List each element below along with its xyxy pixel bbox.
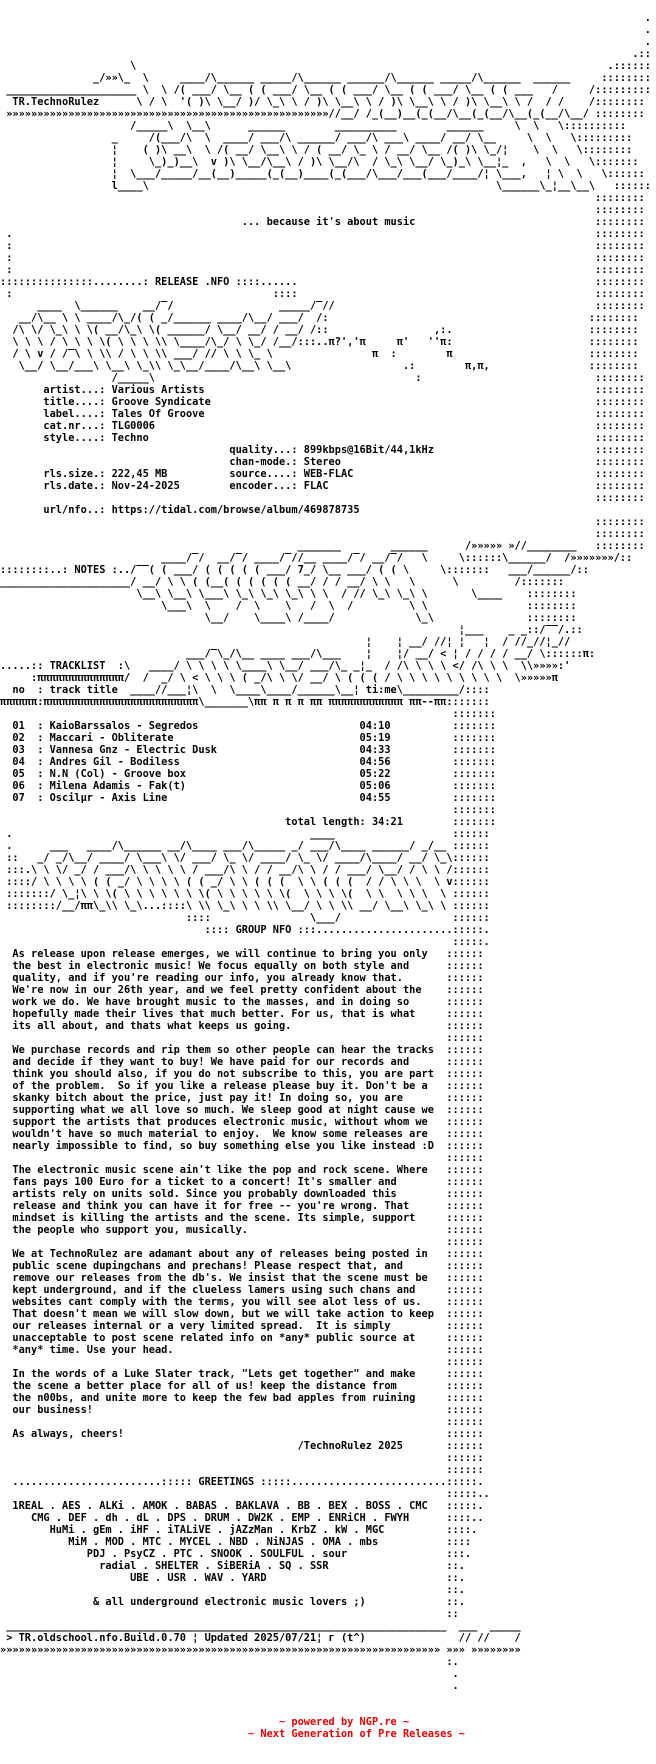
nfo-line: remove our releases from the db's. We insist that the scene must be :::::: <box>0 1272 484 1284</box>
nfo-line: UBE . USR . WAV . YARD ::. <box>0 1572 465 1584</box>
nfo-line: ........................::::: GREETINGS :::::.........................:::::. <box>0 1476 484 1488</box>
nfo-line: supporting what we all love so much. We sleep good at night cause we :::::: <box>0 1104 484 1116</box>
nfo-line: :::::: <box>0 1236 484 1248</box>
nfo-line: :::::::: <box>0 192 645 204</box>
nfo-line: mindset is killing the artists and the scene. Its simple, support :::::: <box>0 1212 484 1224</box>
nfo-line: /TechnoRulez 2025 :::::: <box>0 1440 484 1452</box>
nfo-line: think you should also, if you do not subscribe to this, you are part :::::: <box>0 1068 484 1080</box>
nfo-line: hopefully made their lives that much better. For us, that is what :::::: <box>0 1008 484 1020</box>
nfo-line: wouldn't have so much material to enjoy. We know some releases are :::::: <box>0 1128 484 1140</box>
nfo-line: & all underground electronic music lovers ;) ::. <box>0 1596 465 1608</box>
nfo-line: :::::::::::::::........: RELEASE .NFO ::::...... :::::::: <box>0 276 645 288</box>
nfo-line: :::: GROUP NFO :::......................:::::. <box>0 924 490 936</box>
nfo-line: skanky bitch about the price, just pay it! In doing so, you are :::::: <box>0 1092 484 1104</box>
nfo-line: ____/‾/ __/‾/ ____/‾//__ ____/‾/ __/‾/ \ \::::::\______/ /»»»»»»»/:: <box>0 552 633 564</box>
nfo-line: \__/ \____\ /____/ \_\ :::::::: <box>0 612 577 624</box>
nfo-line: 02 : Maccari - Obliterate 05:19 ::::::: <box>0 732 496 744</box>
nfo-line: .....:: TRACKLIST :\ ____/ \ \ \ \ \____\ \__/ ___/\_ _¦_ / /\ \ \ \ </ /\ \ \ \\»»»»:' <box>0 660 571 672</box>
nfo-line: fans pays 100 Euro for a ticket to a concert! It's smaller and :::::: <box>0 1176 484 1188</box>
nfo-line: We purchase records and rip them so other people can hear the tracks :::::: <box>0 1044 484 1056</box>
nfo-line: 01 : KaioBarssalos - Segredos 04:10 ::::::: <box>0 720 496 732</box>
nfo-line: \ .:::::: <box>0 60 651 72</box>
nfo-line: :::::. <box>0 936 490 948</box>
nfo-line: work we do. We have brought music to the masses, and in doing so :::::: <box>0 996 484 1008</box>
nfo-line: rls.size.: 222,45 MB source....: WEB-FLAC :::::::: <box>0 468 645 480</box>
nfo-line: . <box>0 36 651 48</box>
nfo-line: unacceptable to post scene related info on *any* public source at :::::: <box>0 1332 484 1344</box>
nfo-line: ::. <box>0 1584 465 1596</box>
nfo-line: :::::: <box>0 1464 484 1476</box>
footer-red-line: ~ powered by NGP.re ~ <box>0 1716 410 1728</box>
nfo-line: 06 : Milena Adamis - Fak(t) 05:06 ::::::: <box>0 780 496 792</box>
nfo-line: 03 : Vannesa Gnz - Electric Dusk 04:33 ::::::: <box>0 744 496 756</box>
nfo-line: :::::.. <box>0 1488 490 1500</box>
nfo-line <box>0 1752 656 1764</box>
nfo-line <box>0 1692 656 1704</box>
nfo-line: :::.\ \ \/ _/ / ___/\ \ \ \ \ / ___/\ \ / / __/\ \ / / ___/ \__/ / \ \ /:::::: <box>0 864 490 876</box>
nfo-line: \__\ \__\ \___\ \_\ \_\ \_\ \ \ / // \_\ \_\ \ \____ :::::::: <box>0 588 577 600</box>
nfo-line: _____________________ \ \ /( ___/ \__ ( ( ___/ \__ ( ( ___/ \__ ( ( ___/ \__ ( ( ___ / /::::::::: <box>0 84 651 96</box>
nfo-line: We at TechnoRulez are adamant about any of releases being posted in :::::: <box>0 1248 484 1260</box>
nfo-line: our business! :::::: <box>0 1404 484 1416</box>
nfo-line: ππππππ:πππππππππππππππππππππππππ\_______\ππ π π π ππ ππππππππππππ ππ--ππ::::::: <box>0 696 490 708</box>
nfo-line <box>0 1704 656 1716</box>
nfo-line: quality, and if you're reading our info, you already know that. :::::: <box>0 972 484 984</box>
nfo-line: public scene dupingchans and prechans! Please respect that, and :::::: <box>0 1260 484 1272</box>
nfo-line: ¦ \___/_____/__(__)_____(_(__)____(_(___/\___/___(___/____/¦ \___, ¦ \ \ \:::::: <box>0 168 645 180</box>
nfo-line: :::::::: <box>0 204 645 216</box>
nfo-line: ¦ ( )\ __\ \ /( __/ \__\ \ / ( __/ \_ \ / __/ \__ /( )\ \_/¦ \ \ \:::::::: <box>0 144 633 156</box>
nfo-line: ::::/ \ \ \ \ ( ( _/ \ \ \ \ ( ( _/ \ \ ( ( ( \ \ ( ( ( / / \ \ \ \ v:::::: <box>0 876 490 888</box>
nfo-line: /_____\ : :::::::: <box>0 372 645 384</box>
nfo-line: »»»»»»»»»»»»»»»»»»»»»»»»»»»»»»»»»»»»»»»»»»»»»»»»»»»»//__/ /_(__)__(_(__/\__(_(__/\__(_(__/\__/ :::::::: <box>0 108 645 120</box>
nfo-line: ¦___ _ _::/‾‾/.:: <box>0 624 583 636</box>
nfo-line: ___/‾\_/\__ ____ ___/\___ ¦ ¦/ __/ < ¦ / / / / __/ \::::::π: <box>0 648 596 660</box>
nfo-line: 04 : Andres Gil - Bodiless 04:56 ::::::: <box>0 756 496 768</box>
nfo-line: We're now in our 26th year, and we feel pretty confident about the :::::: <box>0 984 484 996</box>
nfo-line: 07 : Oscilµr - Axis Line 04:55 ::::::: <box>0 792 496 804</box>
nfo-line: no : track title ____//___¦\ \ \____\____/______\__¦ ti:me\_________/:::: <box>0 684 490 696</box>
nfo-line: :::::::/ \_¦\ \ \( \ \ \ \ \ \ \( \ \ \ \ \ \( \ \ \ \( \ \ \ \ \ \ :::::: <box>0 888 490 900</box>
nfo-line: support the artists that produces electronic music, without whom we :::::: <box>0 1116 484 1128</box>
nfo-line: PDJ . PsyCZ . PTC . SNOOK . SOULFUL . sour :::. <box>0 1548 472 1560</box>
nfo-line: \ \ \ / \ \ \ \( \ \ \ \\ \____/\_/ \ \_/ /__/:::..π?','π π' ''π: :::::::: <box>0 336 639 348</box>
nfo-line: _______________________________________________________________________ ___ _____ <box>0 1620 521 1632</box>
nfo-line: total length: 34:21 ::::::: <box>0 816 496 828</box>
nfo-line: / \ v / /‾\ \ \\ / \ \ \\ ___/ // \ \ \_ \ π : π :::::::: <box>0 348 639 360</box>
nfo-line: chan-mode.: Stereo :::::::: <box>0 456 645 468</box>
nfo-line: :::::::: <box>0 528 645 540</box>
nfo-line: _/»»\_ \ ____/\______ _____/\______ ______/\______ _____/\______ ______ :::::::: <box>0 72 651 84</box>
nfo-line: . <box>0 1680 459 1692</box>
nfo-line: /\ \/ \_\ \ \( __/\_\ \( ______/ \__/ __/ / __/ /:: ,:. :::::::: <box>0 324 639 336</box>
nfo-line: ::::::: <box>0 804 496 816</box>
nfo-line: :::::::: <box>0 492 645 504</box>
nfo-line: our releases internal or a very limited spread. It is simply :::::: <box>0 1320 484 1332</box>
nfo-line: ¦ \_)_)__\ v )\ \__/\__\ / )\ \__/\ / \_\ \__/ \_)_\ \__¦_ , \ \ \::::::: <box>0 156 639 168</box>
nfo-line: /_____\ \__\ ______ __________ ______ \ \ \:::::::::: <box>0 120 627 132</box>
nfo-line: style....: Techno :::::::: <box>0 432 645 444</box>
footer-red-line: ~ Next Generation of Pre Releases ~ <box>0 1728 465 1740</box>
nfo-line: its all about, and thats what keeps us going. :::::: <box>0 1020 484 1032</box>
nfo-line: websites cant comply with the terms, you will see alot less of us. :::::: <box>0 1296 484 1308</box>
nfo-line: _ /(___/\ \ ____/ ___/\ ______/ ___/\ ___\ ____/ __/ \__ \ \ \::::::::: <box>0 132 633 144</box>
nfo-line: TR.TechnoRulez \ / \ '( )\ \__/ )/ \_\ \ / )\ \__\ \ / )\ \__\ \ / )\ \__\ \ / / / /:::::::: <box>0 96 645 108</box>
nfo-line: ::::::::/__/ππ\_\\ \_\...::::\ \\ \_\ \ \ \\ \__/ \ \ \\ __/ \__\ \_\ \ :::::: <box>0 900 490 912</box>
nfo-line: _____________________/ __/ \ \ ( (__( ( ( ( ( ( __/ / / __/ \ \ \ \ /::::::: <box>0 576 565 588</box>
nfo-line: :: _/ _/\__/ ____/ \___\ \/ ___/ \_ \/ ____/ \_ \/ ____/\____/ __/ \_\:::::: <box>0 852 490 864</box>
nfo-line: :::::: <box>0 1452 484 1464</box>
nfo-line <box>0 1740 656 1752</box>
nfo-line: __/\__ \ \ ____/\_/( ( _/______ ____/\__/ ___/ /: :::::::: <box>0 312 639 324</box>
nfo-line: :ππππππππππππππ/ / _/ \ < \ \ \ ( _/\ \ \/ __/ \ ( ( ( / \ \ \ \ \ \ \ \ \ \»»»»»π <box>0 672 558 684</box>
nfo-line: :::: \___/ :::::: <box>0 912 490 924</box>
nfo-line: the scene a better place for all of us! keep the distance from :::::: <box>0 1380 484 1392</box>
nfo-line: CMG . DEF . dh . dL . DPS . DRUM . DW2K . EMP . ENRiCH . FWYH ::::.. <box>0 1512 484 1524</box>
nfo-line: artists rely on units sold. Since you probably downloaded this :::::: <box>0 1188 484 1200</box>
nfo-line: : :::::::: <box>0 240 645 252</box>
nfo-line: That doesn't mean we will slow down, but we will take action to keep :::::: <box>0 1308 484 1320</box>
nfo-line: of the problem. So if you like a release please buy it. Don't be a :::::: <box>0 1080 484 1092</box>
nfo-line: and decide if they want to buy! We have paid for our records and :::::: <box>0 1056 484 1068</box>
nfo-line: release and think you can have it for free -- you're wrong. That :::::: <box>0 1200 484 1212</box>
nfo-line: \__/ \__/___\ \__\ \_\\ \_\__/____/\__\ \__\ .: π,π, :::::::: <box>0 360 639 372</box>
nfo-line: title....: Groove Syndicate :::::::: <box>0 396 645 408</box>
nfo-line: url/nfo..: https://tidal.com/browse/album/469878735 <box>0 504 360 516</box>
nfo-line: :: <box>0 1608 459 1620</box>
nfo-line: the best in electronic music! We focus equally on both style and :::::: <box>0 960 484 972</box>
nfo-line: radial . SHELTER . SiBERiA . SQ . SSR ::. <box>0 1560 465 1572</box>
nfo-line: ::::::: <box>0 708 496 720</box>
nfo-line: : :::::::: <box>0 252 645 264</box>
nfo-line: HuMi . gEm . iHF . iTALiVE . jAZzMan . KrbZ . kW . MGC ::::. <box>0 1524 478 1536</box>
nfo-line: ¦ ¦ __/ //¦ ¦ ¦ / //_//¦_// <box>0 636 571 648</box>
nfo-line: . ____ :::::: <box>0 828 490 840</box>
nfo-line: . <box>0 24 651 36</box>
nfo-line: the people who support you, musically. :::::: <box>0 1224 484 1236</box>
nfo-line: . <box>0 1668 459 1680</box>
nfo-line: »»»»»»»»»»»»»»»»»»»»»»»»»»»»»»»»»»»»»»»»»»»»»»»»»»»»»»»»»»»»»»»»»»»»»»» »»» »»»»»»»» <box>0 1644 521 1656</box>
nfo-line: *any* time. Use your head. :::::: <box>0 1344 484 1356</box>
nfo-line: . ___ ____/\______ __/\____ ___/\_____ _/ ___/\____ ______/ _/__ :::::: <box>0 840 490 852</box>
nfo-line: rls.date.: Nov-24-2025 encoder...: FLAC :::::::: <box>0 480 645 492</box>
nfo-line: 1REAL . AES . ALKi . AMOK . BABAS . BAKLAVA . BB . BEX . BOSS . CMC :::::. <box>0 1500 484 1512</box>
nfo-line: :::::: <box>0 1032 484 1044</box>
nfo-line: label....: Tales Of Groove :::::::: <box>0 408 645 420</box>
nfo-line: _______ ______ /»»»»» »//________ :::::::: <box>0 540 645 552</box>
nfo-line: MiM . MOD . MTC . MYCEL . NBD . NiNJAS . OMA . mbs :::: <box>0 1536 472 1548</box>
nfo-line: artist...: Various Artists :::::::: <box>0 384 645 396</box>
nfo-line: nearly impossible to find, so buy something else you like instead :D :::::: <box>0 1140 484 1152</box>
nfo-line: :::::::: <box>0 516 645 528</box>
nfo-line: 05 : N.N (Col) - Groove box 05:22 ::::::: <box>0 768 496 780</box>
nfo-line: :. <box>0 1656 459 1668</box>
nfo-line <box>0 0 656 12</box>
nfo-line: . :::::::: <box>0 228 645 240</box>
nfo-line: The electronic music scene ain't like the pop and rock scene. Where :::::: <box>0 1164 484 1176</box>
nfo-line: > TR.oldschool.nfo.Build.0.70 ¦ Updated 2025/07/21¦ г (t^) // // / <box>0 1632 521 1644</box>
nfo-line: . <box>0 12 651 24</box>
nfo-line: :::::: <box>0 1416 484 1428</box>
nfo-line: :::::: <box>0 1356 484 1368</box>
nfo-line: : :::: :::::::: <box>0 288 645 300</box>
nfo-line: ____ \______ __/‾/ _____/‾// :::::::: <box>0 300 645 312</box>
nfo-line: As release upon release emerges, we will continue to bring you only :::::: <box>0 948 484 960</box>
nfo-line: kept underground, and if the clueless lamers using such chans and :::::: <box>0 1284 484 1296</box>
nfo-line: In the words of a Luke Slater track, "Lets get together" and make :::::: <box>0 1368 484 1380</box>
nfo-line: .:: <box>0 48 651 60</box>
nfo-line: quality...: 899kbps@16Bit/44,1kHz :::::::: <box>0 444 645 456</box>
nfo-line: \___\ \ / \ \ / \ / \ \ :::::::: <box>0 600 577 612</box>
nfo-line: :::::: <box>0 1152 484 1164</box>
nfo-line: : :::::::: <box>0 264 645 276</box>
nfo-line: cat.nr...: TLG0006 :::::::: <box>0 420 645 432</box>
nfo-line: ::::::::..: NOTES :../‾‾( ( ___/ ( ( ( ( ( ___/ 7_/ \__ ___/ ( ( \ \::::::: ___/______/:: <box>0 564 589 576</box>
nfo-line: As always, cheers! :::::: <box>0 1428 484 1440</box>
nfo-line: l____\ \______\_¦__\__\ :::::: <box>0 180 651 192</box>
nfo-line: ... because it's about music :::::::: <box>0 216 645 228</box>
nfo-line: the n00bs, and unite more to keep the few bad apples from ruining :::::: <box>0 1392 484 1404</box>
